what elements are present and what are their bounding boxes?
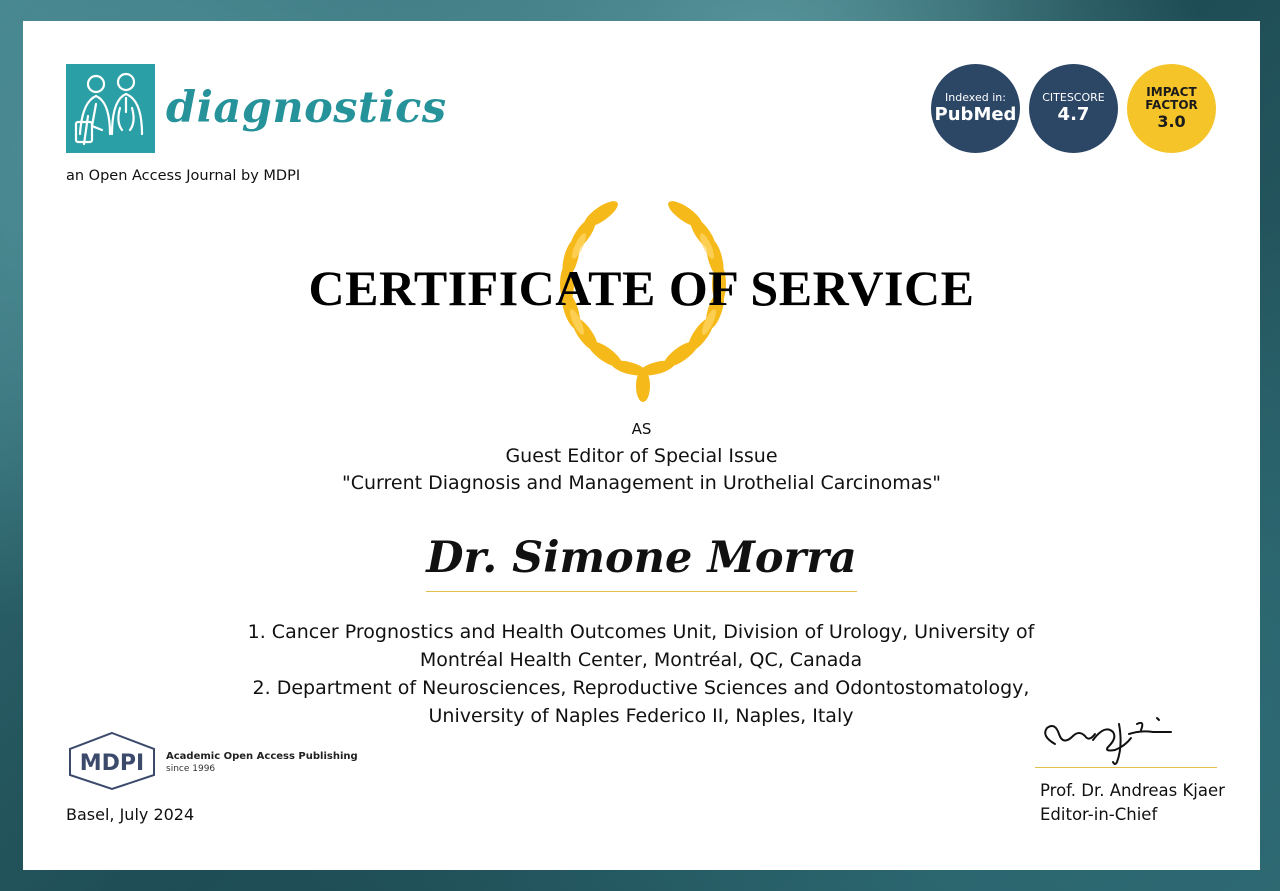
role-text: Guest Editor of Special Issue: [505, 445, 778, 467]
pubmed-badge: [931, 64, 1020, 153]
place-date: Basel, July 2024: [66, 805, 195, 824]
name-underline: [426, 591, 857, 592]
signer-title: Editor-in-Chief: [1040, 805, 1158, 824]
doctors-lungs-icon: [66, 64, 155, 153]
citescore-badge-label: CITESCORE: [1042, 91, 1105, 104]
mdpi-tagline: Academic Open Access Publishing: [166, 751, 358, 762]
pubmed-badge-label: Indexed in:: [945, 91, 1006, 104]
signer-block: [1040, 779, 1225, 827]
certificate-title: CERTIFICATE OF SERVICE: [308, 260, 975, 316]
recipient-name: Dr. Simone Morra: [426, 533, 857, 583]
mdpi-logo-text: MDPI: [79, 751, 145, 776]
mdpi-since: since 1996: [166, 764, 216, 774]
impact-factor-badge: [1127, 64, 1216, 153]
citescore-badge: [1029, 64, 1118, 153]
mdpi-logo: [66, 731, 158, 795]
affiliations: [241, 618, 1041, 730]
journal-name: diagnostics: [166, 83, 447, 133]
affiliation-2: 2. Department of Neurosciences, Reproductive Sciences and Odontostomatology, University of Naples Federico II, Naples, Italy: [252, 677, 1030, 727]
as-label: AS: [631, 420, 652, 438]
affiliation-1: 1. Cancer Prognostics and Health Outcomes Unit, Division of Urology, University of Montréal Health Center, Montréal, QC, Canada: [247, 621, 1035, 671]
signature-image: [1033, 706, 1183, 772]
pubmed-badge-value: PubMed: [934, 104, 1017, 125]
signature-line: [1035, 767, 1217, 768]
impact-badge-value: 3.0: [1157, 111, 1186, 131]
signer-name: Prof. Dr. Andreas Kjaer: [1040, 781, 1225, 800]
certificate-paper: [23, 21, 1260, 870]
special-issue-title: "Current Diagnosis and Management in Urothelial Carcinomas": [342, 472, 941, 494]
journal-tagline: an Open Access Journal by MDPI: [66, 168, 301, 184]
citescore-badge-value: 4.7: [1057, 104, 1090, 125]
impact-badge-label-1: IMPACT: [1146, 84, 1197, 99]
impact-badge-label-2: FACTOR: [1145, 97, 1198, 112]
